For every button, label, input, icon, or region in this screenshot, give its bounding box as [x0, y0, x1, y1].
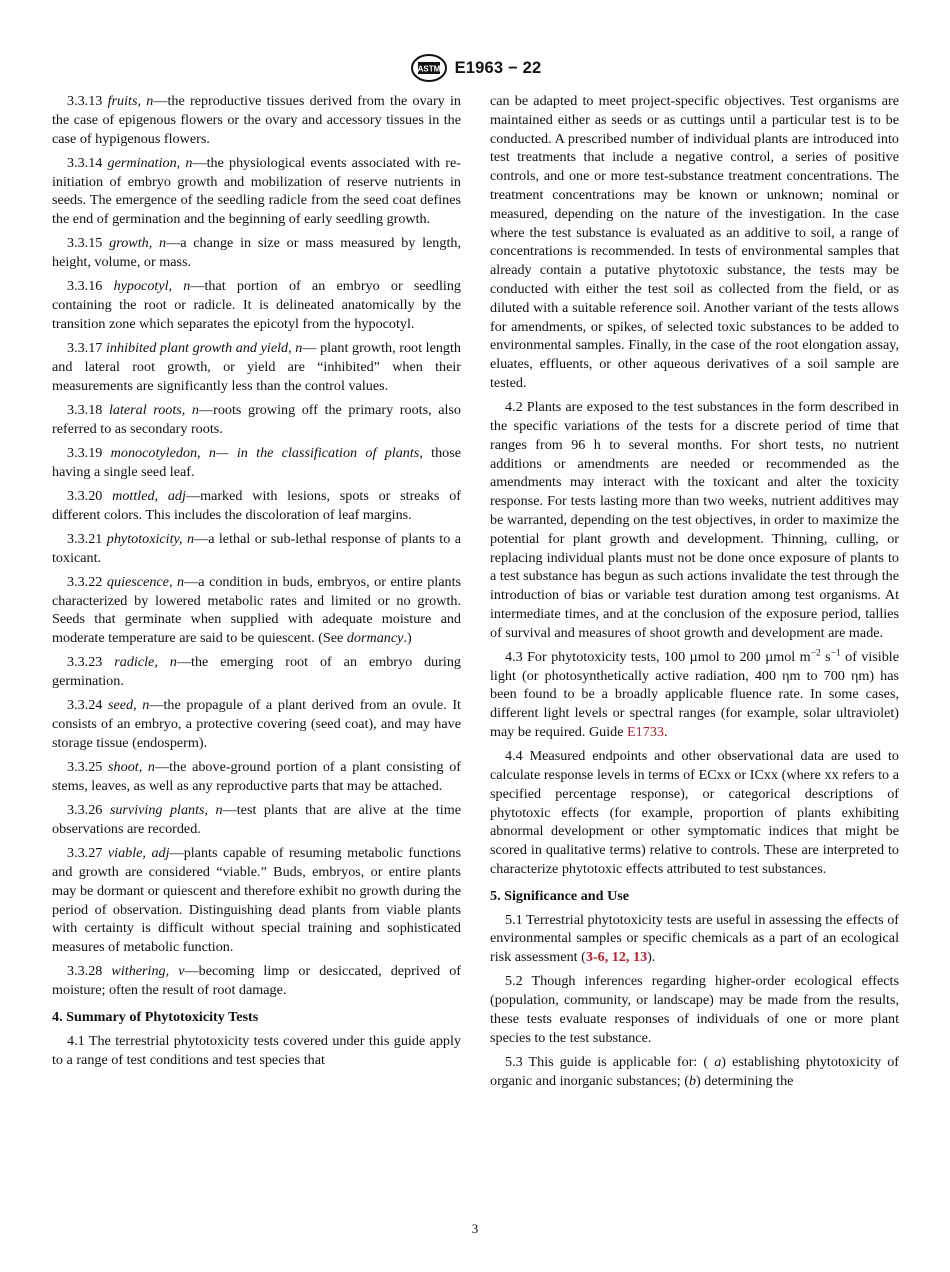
page-number: 3 [471, 1221, 479, 1236]
definition-3-3-13: 3.3.13 fruits, n—the reproductive tissues derived from the ovary in the case of epigenous flowers or the ovary and accessory tissues in the case of hypigenous flowers. [52, 93, 461, 147]
definition-3-3-19: 3.3.19 monocotyledon, n— in the classification of plants, those having a single seed leaf. [52, 444, 461, 480]
definition-3-3-16: 3.3.16 hypocotyl, n—that portion of an embryo or seedling containing the root or radicle. It is delineated anatomically by the transition zone which separates the epicotyl from the hypocotyl. [52, 278, 461, 332]
definition-3-3-27: 3.3.27 viable, adj—plants capable of resuming metabolic functions and growth are considered “viable.” Buds, embryos, or entire plants may be dormant or quiescent and therefore exhibit no growth during the period of observation. Distinguishing dead plants from viable plants with certainty is difficult without special training and sophisticated measures of metabolic function. [52, 845, 461, 956]
definition-3-3-20: 3.3.20 mottled, adj—marked with lesions, spots or streaks of different colors. This includes the discoloration of leaf margins. [52, 487, 461, 523]
left-column [52, 92, 461, 1075]
definition-3-3-22: 3.3.22 quiescence, n—a condition in buds, embryos, or entire plants characterized by lowered metabolic rates and limited or no growth. Seeds that germinate when supplied with adequate moisture and moderate temperature are said to be quiescent. (See dormancy.) [52, 573, 461, 647]
definition-3-3-15: 3.3.15 growth, n—a change in size or mass measured by length, height, volume, or mass. [52, 235, 461, 271]
paragraph-4-1-continued: can be adapted to meet project-specific objectives. Test organisms are maintained either as seeds or as cuttings until a particular test is to be conducted. A prescribed number of individual plants are introduced into test treatments that include a negative control, a series of positive controls, and one or more test-substance treatment concentrations. The treatment concentrations may be known or unknown; nominal or measured, depending on the nature of the investigation. In the case where the test substance is evaluated as an additive to soil, a range of concentrations is recommended. In tests of environmental samples that already contain a putative phytotoxic substance, the tests may be conducted with either the test soil as collected from the field, or as diluted with a suitable reference soil. Another variant of the tests allows for amendments, or spikes, of selected toxic substances to be added to environmental samples. Finally, in the case of the root elongation assay, eluates, effluents, or other aqueous derivatives of a soil sample are tested. [490, 93, 899, 391]
astm-logo-icon [409, 53, 449, 83]
definition-3-3-24: 3.3.24 seed, n—the propagule of a plant derived from an ovule. It consists of an embryo, a protective covering (seed coat), and may have storage tissue (endosperm). [52, 697, 461, 751]
definition-3-3-25: 3.3.25 shoot, n—the above-ground portion of a plant consisting of stems, leaves, as well as any reproductive parts that may be attached. [52, 759, 461, 794]
paragraph-5-1: 5.1 Terrestrial phytotoxicity tests are useful in assessing the effects of environmental samples or specific chemicals as a part of an ecological risk assessment (3-6, 12, 13). [490, 911, 899, 966]
definition-3-3-23: 3.3.23 radicle, n—the emerging root of an embryo during germination. [52, 654, 461, 690]
page-header [0, 52, 950, 84]
svg-text:ASTM: ASTM [417, 64, 440, 74]
document-id: E1963 − 22 [454, 58, 542, 77]
definition-3-3-14: 3.3.14 germination, n—the physiological events associated with re-initiation of embryo growth and mobilization of reserve nutrients in seeds. The emergence of the seedling radicle from the seed coat defines the end of germination and the beginning of early seedling growth. [52, 154, 461, 228]
definition-3-3-21: 3.3.21 phytotoxicity, n—a lethal or sub-lethal response of plants to a toxicant. [52, 530, 461, 566]
paragraph-4-2: 4.2 Plants are exposed to the test substances in the form described in the specific variations of the tests for a discrete period of time that ranges from 96 h to several months. For short tests, no nutrient additions or amendments are needed or recommended as the amendments may interact with the toxicant and alter the toxicity response. For tests lasting more than two weeks, nutrient additives may be warranted, depending on the test objectives, in order to maximize the potential for plant growth and development. Thinning, culling, or replacing individual plants must not be done once exposure of plants to a test substance has begun as such actions invalidate the test through the introduction of bias or variable test duration among test organisms. At intermediate times, and at the conclusion of the exposure period, tallies of survival and measures of shoot growth and development are made. [490, 399, 899, 641]
reference-link-3-6[interactable]: 3-6 [585, 949, 605, 966]
paragraph-4-3: 4.3 For phytotoxicity tests, 100 µmol to 200 µmol $m^{-2}$ $s^{-1}$ of visible light (or photosynthetically active radiation, 400 ηm to 700 ηm) has been found to be a broadly applicable fluence rate. In some cases, different light levels or spectral ranges (for example, solar ultraviolet) may be required. Guide E1733. [490, 648, 900, 741]
right-column [490, 92, 899, 1096]
paragraph-5-3: 5.3 This guide is applicable for: ( a) establishing phytotoxicity of organic and inorganic substances; (b) determining the [490, 1054, 899, 1089]
paragraph-4-4: 4.4 Measured endpoints and other observational data are used to calculate response levels in terms of ECxx or ICxx (where xx refers to a specified percentage response), or categorical descriptions of phytotoxic effects (for example, proportion of plants exhibiting abnormal development or other symptomatic indices that might be scored in qualitative terms) relative to controls. These are interpreted to characterize phytotoxic effects attributed to test substances. [490, 748, 899, 878]
definition-3-3-17: 3.3.17 inhibited plant growth and yield, n— plant growth, root length and lateral root growth, or yield are “inhibited” when their measurements are significantly less than the control values. [52, 340, 461, 394]
definition-3-3-28: 3.3.28 withering, v—becoming limp or desiccated, deprived of moisture; often the result of root damage. [52, 963, 461, 999]
section-5-heading: 5. Significance and Use [490, 887, 630, 904]
definition-3-3-18: 3.3.18 lateral roots, n—roots growing off the primary roots, also referred to as secondary roots. [52, 401, 461, 437]
paragraph-4-1: 4.1 The terrestrial phytotoxicity tests covered under this guide apply to a range of test conditions and test species that [52, 1032, 461, 1068]
reference-link-12[interactable]: 12 [611, 949, 626, 966]
guide-e1733-link[interactable]: E1733 [627, 724, 664, 741]
definition-3-3-26: 3.3.26 surviving plants, n—test plants that are alive at the time observations are recorded. [52, 802, 461, 837]
reference-link-13[interactable]: 13 [633, 949, 648, 966]
section-4-heading: 4. Summary of Phytotoxicity Tests [52, 1008, 259, 1025]
paragraph-5-2: 5.2 Though inferences regarding higher-order ecological effects (population, community, or landscape) may be made from the results, these tests evaluate responses of individuals of one or more plant species to the test substance. [490, 973, 899, 1046]
